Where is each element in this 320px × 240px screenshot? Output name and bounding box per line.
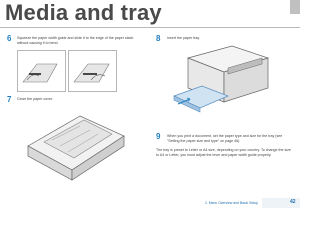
footer-section: 2. Menu Overview and Basic Setup [205,201,258,205]
step-8-text: Insert the paper tray. [167,36,200,40]
tray-size-note: The tray is preset to Letter or A4 size, depending on your country. To change the size to A4 or Letter, you must adjust the lever and paper width guide properly. [156,148,291,157]
step-9-number: 9 [156,132,161,141]
step-9-text: When you print a document, set the paper type and size for the tray (see "Setting the paper size and type" on page 46). [167,134,283,143]
step-6-text: Squeeze the paper width guide and slide it to the edge of the paper stack without causing it to bend. [17,36,134,45]
step-8-number: 8 [156,34,161,43]
paper-width-guide-illustration [17,50,117,92]
paper-cover-illustration [20,108,130,183]
title-divider [0,27,300,28]
step-7-number: 7 [7,95,12,104]
printer-tray-illustration [170,44,274,118]
step-7-text: Close the paper cover. [17,97,53,101]
page-number: 42 [290,199,296,205]
page-title: Media and tray [5,0,162,25]
corner-tab [290,0,300,14]
step-6-number: 6 [7,34,12,43]
